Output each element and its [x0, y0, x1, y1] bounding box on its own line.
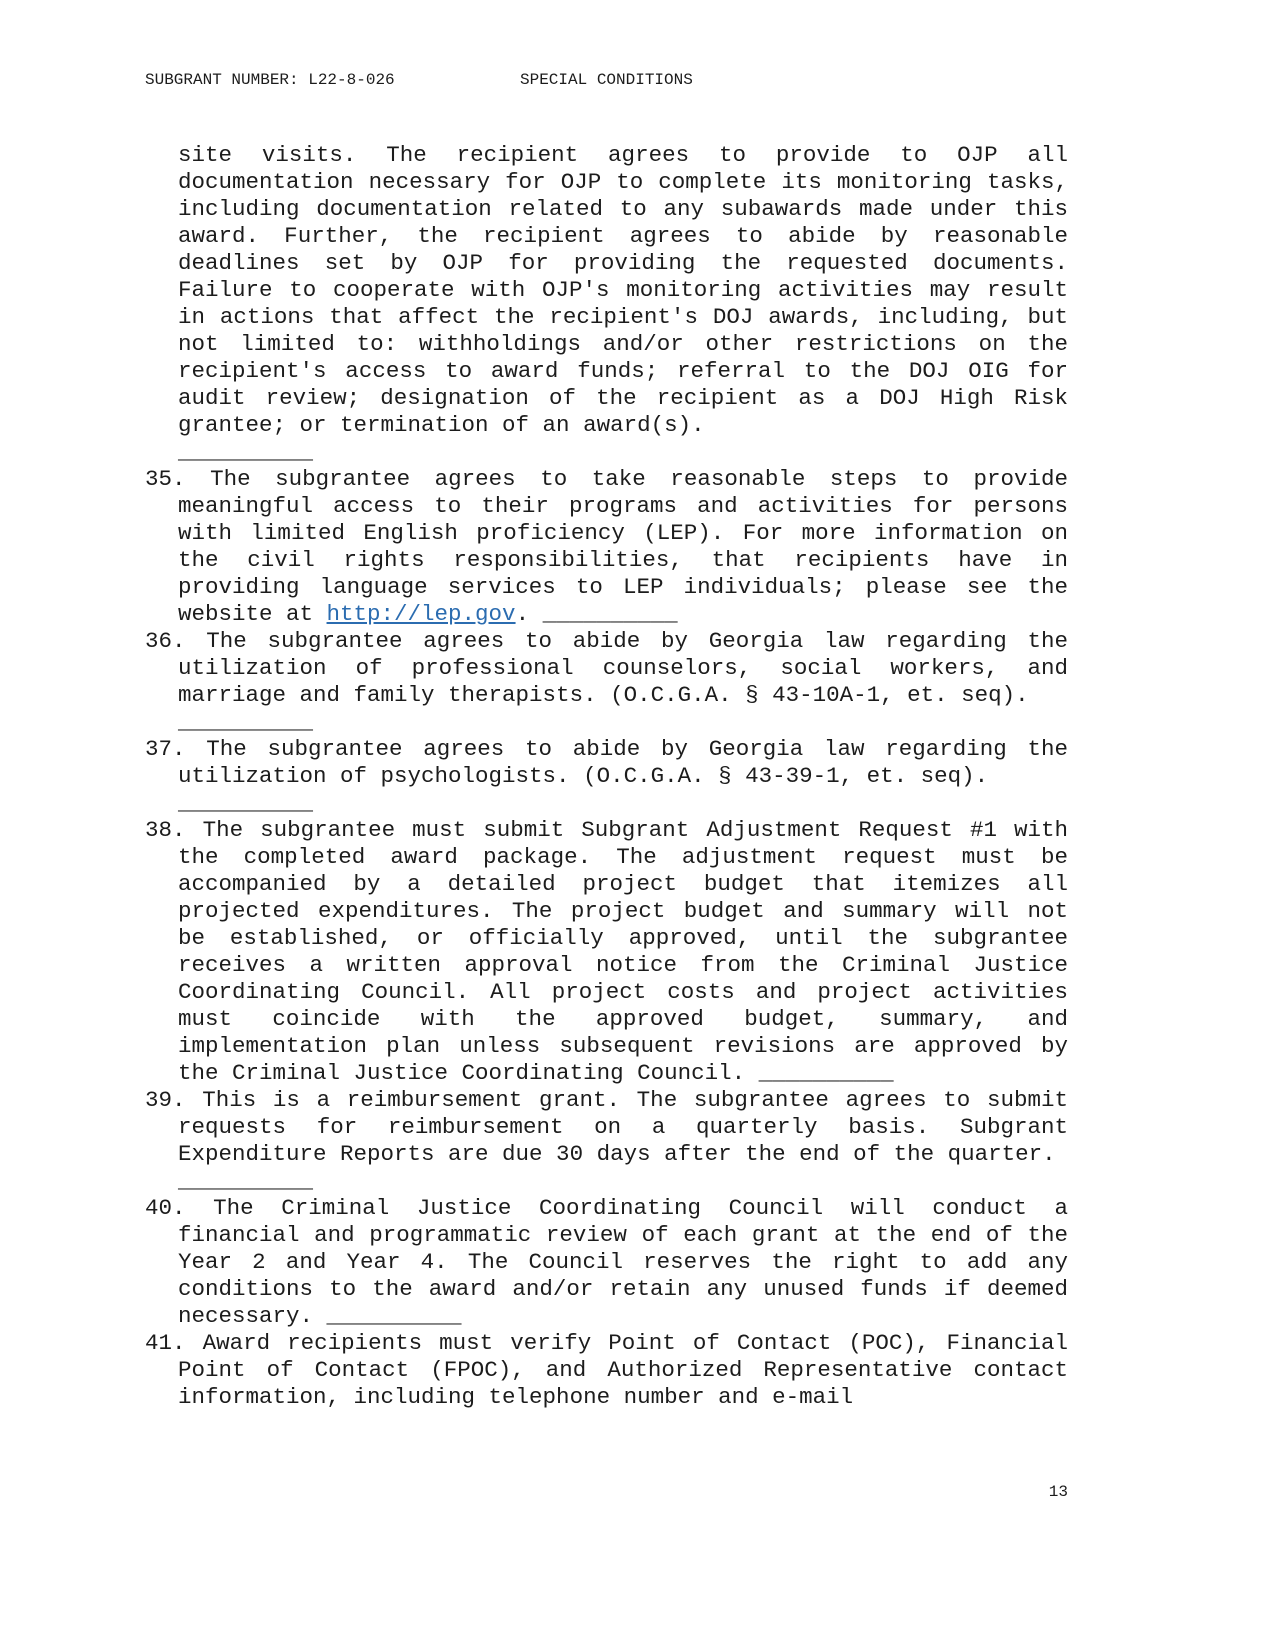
item-text: The subgrantee must submit Subgrant Adjustment Request #1 with the completed award package. The adjustment request must be accompanied by a detailed project budget that itemizes all projected expenditures. The project budget and summary will not be established, or officially approved, until the subgrantee receives a written approval notice from the Criminal Justice Coordinating Council. All project costs and project activities must coincide with the approved budget, summary, and implementation plan unless subsequent revisions are approved by the Criminal Justice Coordinating Council. __________: [178, 817, 1068, 1086]
item-text: The Criminal Justice Coordinating Council will conduct a financial and programmatic review of each grant at the end of the Year 2 and Year 4. The Council reserves the right to add any conditions to the award and/or retain any unused funds if deemed necessary. __________: [178, 1195, 1068, 1329]
item-text: The subgrantee agrees to take reasonable steps to provide meaningful access to their programs and activities for persons with limited English proficiency (LEP). For more information on the civil rights responsibilities, that recipients have in providing language services to LEP individuals; please see the website at: [178, 466, 1068, 627]
item-number: 41.: [145, 1330, 186, 1356]
page-number: 13: [1048, 1483, 1068, 1501]
signature-blank: __________: [178, 1168, 314, 1194]
item-number: 35.: [145, 466, 186, 492]
item-number: 40.: [145, 1195, 186, 1221]
condition-item-36: [145, 628, 1068, 736]
item-text-after-link: . __________: [515, 601, 678, 627]
condition-item-35: [145, 466, 1068, 628]
signature-blank: __________: [178, 790, 314, 816]
item-text: The subgrantee agrees to abide by Georgia law regarding the utilization of professional counselors, social workers, and marriage and family therapists. (O.C.G.A. § 43-10A-1, et. seq).: [178, 628, 1068, 708]
document-title: SPECIAL CONDITIONS: [520, 71, 693, 89]
subgrant-number: SUBGRANT NUMBER: L22-8-026: [145, 71, 395, 89]
condition-item-38: [145, 817, 1068, 1087]
condition-item-41: [145, 1330, 1068, 1411]
condition-item-37: [145, 736, 1068, 817]
item-text: This is a reimbursement grant. The subgrantee agrees to submit requests for reimbursement on a quarterly basis. Subgrant Expenditure Reports are due 30 days after the end of the quarter.: [178, 1087, 1068, 1167]
item-number: 37.: [145, 736, 186, 762]
item-number: 38.: [145, 817, 186, 843]
item-text: Award recipients must verify Point of Contact (POC), Financial Point of Contact (FPOC), and Authorized Representative contact information, including telephone number and e-mail: [178, 1330, 1068, 1410]
paragraph-text: site visits. The recipient agrees to provide to OJP all documentation necessary for OJP to complete its monitoring tasks, including documentation related to any subawards made under this award. Further, the recipient agrees to abide by reasonable deadlines set by OJP for providing the requested documents. Failure to cooperate with OJP's monitoring activities may result in actions that affect the recipient's DOJ awards, including, but not limited to: withholdings and/or other restrictions on the recipient's access to award funds; referral to the DOJ OIG for audit review; designation of the recipient as a DOJ High Risk grantee; or termination of an award(s).: [178, 142, 1068, 438]
item-number: 39.: [145, 1087, 186, 1113]
signature-blank: __________: [178, 439, 314, 465]
conditions-body: [145, 142, 1068, 1411]
lep-gov-link[interactable]: http://lep.gov: [326, 601, 516, 627]
item-number: 36.: [145, 628, 186, 654]
continuation-paragraph: [145, 142, 1068, 466]
signature-blank: __________: [178, 709, 314, 735]
page-header: [145, 70, 1105, 92]
condition-item-39: [145, 1087, 1068, 1195]
item-text: The subgrantee agrees to abide by Georgia law regarding the utilization of psychologists. (O.C.G.A. § 43-39-1, et. seq).: [178, 736, 1068, 789]
condition-item-40: [145, 1195, 1068, 1330]
